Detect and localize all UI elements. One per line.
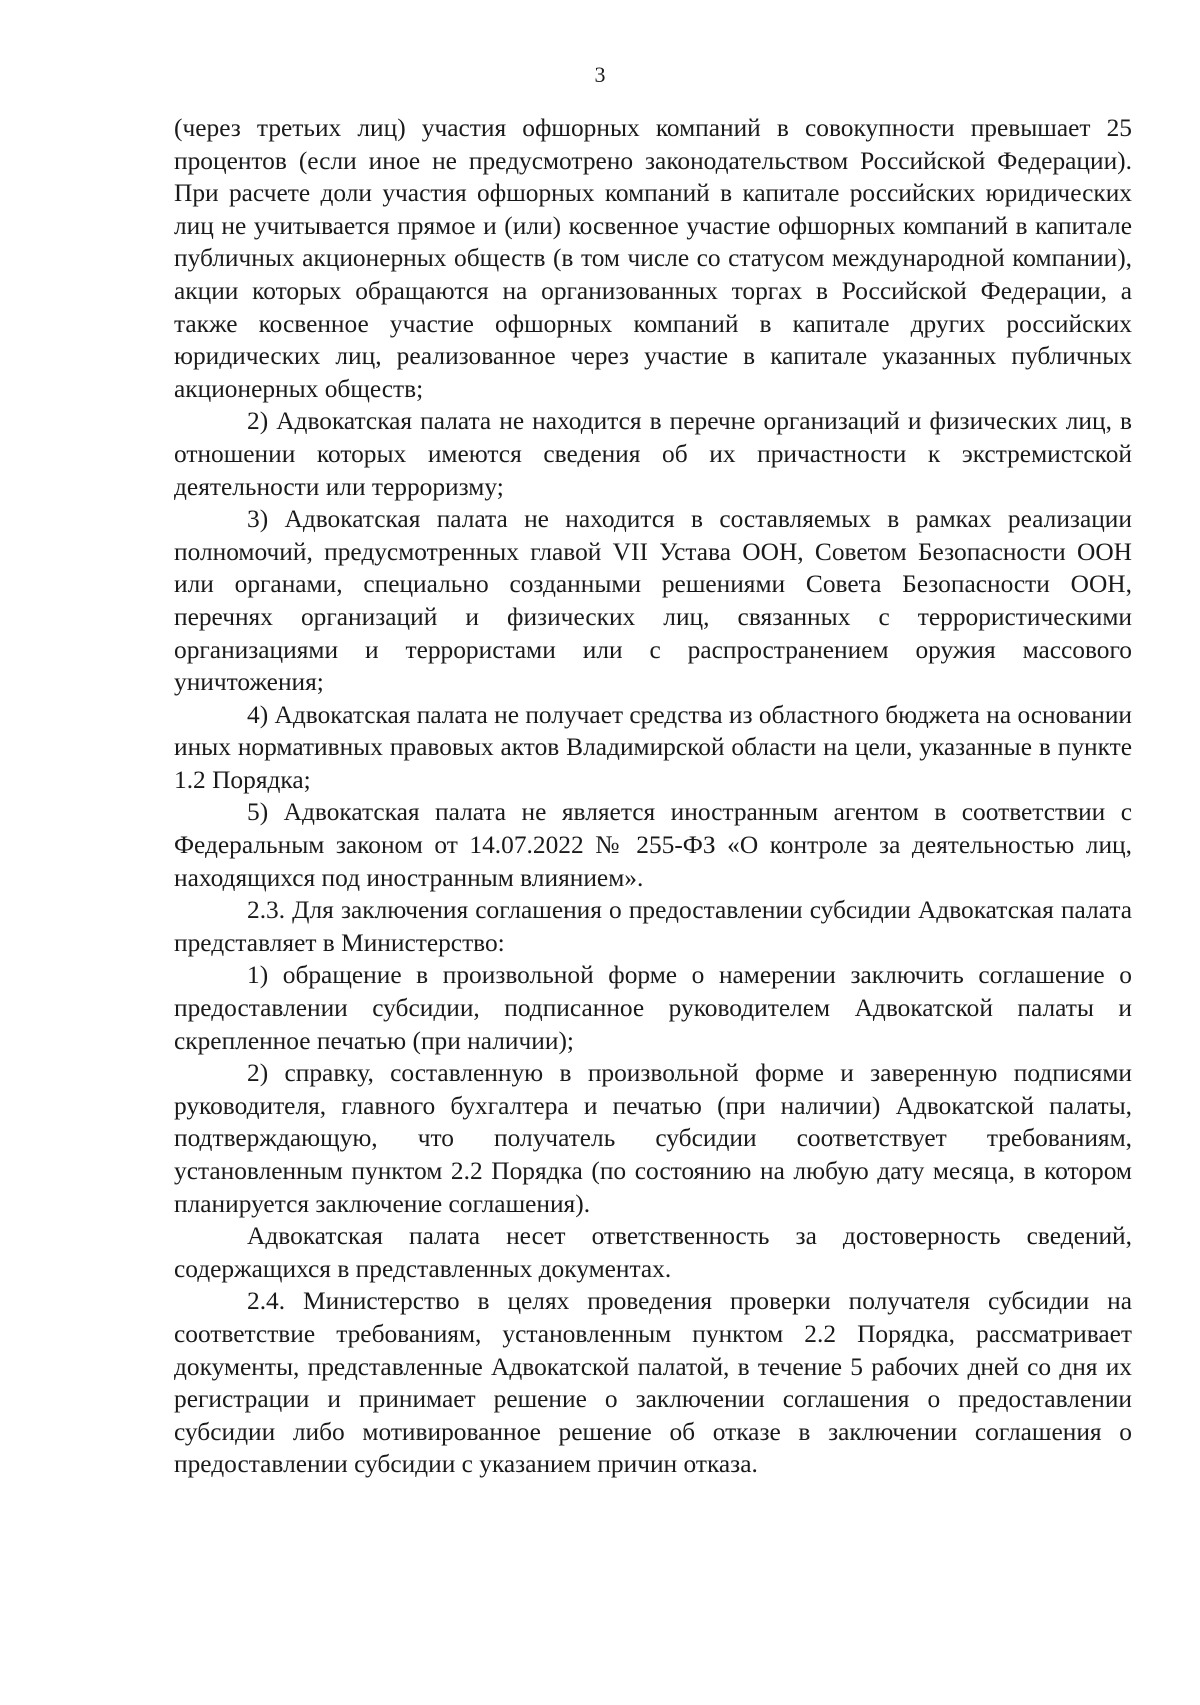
paragraph-item-3-un-lists: 3) Адвокатская палата не находится в составляемых в рамках реализации полномочий, предусмотренных главой VII Устава ООН, Советом Безопасности ООН или органами, специально созданными решениями Совета Безопасности ООН, перечнях организаций и физических лиц, связанных с террористическими организациями и террористами или с распространением оружия массового уничтожения;	[174, 505, 1132, 697]
paragraph-item-4-regional-budget: 4) Адвокатская палата не получает средства из областного бюджета на основании иных нормативных правовых актов Владимирской области на цели, указанные в пункте 1.2 Порядка;	[174, 700, 1133, 794]
paragraph-offshore-continuation: (через третьих лиц) участия офшорных компаний в совокупности превышает 25 процентов (если иное не предусмотрено законодательством Российской Федерации). При расчете доли участия офшорных компаний в капитале российских юридических лиц не учитывается прямое и (или) косвенное участие офшорных компаний в капитале публичных акционерных обществ (в том числе со статусом международной компании), акции которых обращаются на организованных торгах в Российской Федерации, а также косвенное участие офшорных компаний в капитале других российских юридических лиц, реализованное через участие в капитале указанных публичных акционерных обществ;	[174, 114, 1132, 403]
paragraph-section-2-3: 2.3. Для заключения соглашения о предоставлении субсидии Адвокатская палата представляет в Министерство:	[174, 896, 1132, 957]
document-body	[174, 112, 1132, 1481]
paragraph-item-5-foreign-agent: 5) Адвокатская палата не является иностранным агентом в соответствии с Федеральным законом от 14.07.2022 № 255-ФЗ «О контроле за деятельностью лиц, находящихся под иностранным влиянием».	[174, 798, 1132, 892]
paragraph-2-3-item-1: 1) обращение в произвольной форме о намерении заключить соглашение о предоставлении субсидии, подписанное руководителем Адвокатской палаты и скрепленное печатью (при наличии);	[174, 961, 1132, 1055]
paragraph-section-2-4: 2.4. Министерство в целях проведения проверки получателя субсидии на соответствие требованиям, установленным пунктом 2.2 Порядка, рассматривает документы, представленные Адвокатской палатой, в течение 5 рабочих дней со дня их регистрации и принимает решение о заключении соглашения о предоставлении субсидии либо мотивированное решение об отказе в заключении соглашения о предоставлении субсидии с указанием причин отказа.	[174, 1287, 1132, 1479]
paragraph-2-3-item-2: 2) справку, составленную в произвольной форме и заверенную подписями руководителя, главного бухгалтера и печатью (при наличии) Адвокатской палаты, подтверждающую, что получатель субсидии соответствует требованиям, установленным пунктом 2.2 Порядка (по состоянию на любую дату месяца, в котором планируется заключение соглашения).	[174, 1059, 1132, 1218]
page-number: 3	[594, 62, 606, 87]
paragraph-item-2-extremism: 2) Адвокатская палата не находится в перечне организаций и физических лиц, в отношении которых имеются сведения об их причастности к экстремистской деятельности или терроризму;	[174, 407, 1132, 501]
paragraph-responsibility: Адвокатская палата несет ответственность за достоверность сведений, содержащихся в представленных документах.	[174, 1222, 1132, 1283]
